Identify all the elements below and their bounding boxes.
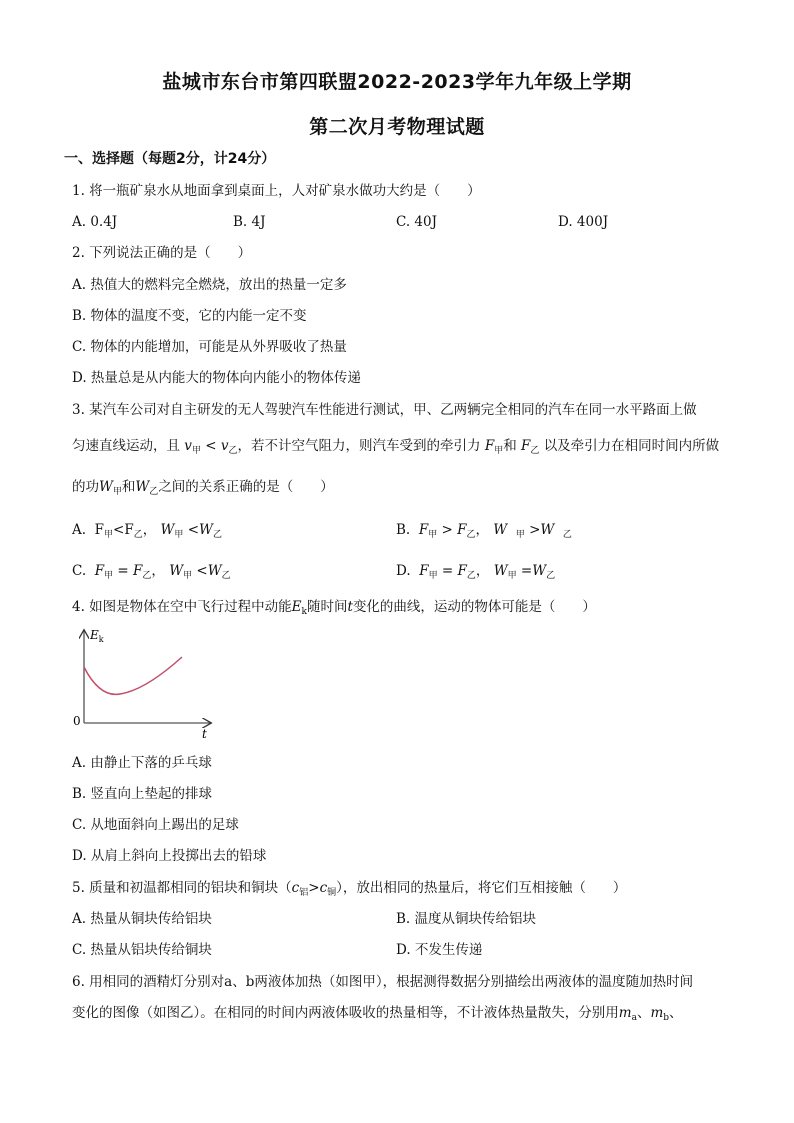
q4-option-c: C. 从地面斜向上踢出的足球 xyxy=(72,817,239,833)
q2-option-a: A. 热值大的燃料完全燃烧，放出的热量一定多 xyxy=(72,277,347,293)
y-axis-label: $E_k$ xyxy=(90,628,104,644)
q5-option-b: B. 温度从铜块传给铝块 xyxy=(396,911,537,927)
exam-title-line1: 盐城市东台市第四联盟2022-2023学年九年级上学期 xyxy=(162,71,632,93)
origin-label: 0 xyxy=(73,714,81,728)
q3-option-c: C. $F_甲 = F_乙$， $W_甲 <W_乙$ xyxy=(72,563,231,581)
q5-stem: 5. 质量和初温都相同的铝块和铜块$(c_铝>c_铜)$，放出相同的热量后，将它们互相接触（ ） xyxy=(72,880,627,898)
q2-stem: 2. 下列说法正确的是（ ） xyxy=(72,245,252,261)
x-axis-label: t xyxy=(202,727,207,740)
q1-option-d: D. 400J xyxy=(558,214,609,230)
q3-option-d: D. $F_甲 = F_乙$， $W_甲 =W_乙$ xyxy=(396,563,556,581)
q3-stem-line2: 匀速直线运动，且 $v_甲 < v_乙$，若不计空气阻力，则汽车受到的牵引力 $F_甲$和 $F_乙$ 以及牵引力在相同时间内所做 xyxy=(72,438,720,456)
q3-option-b: B. $F_甲 > F_乙$， W $_甲$ >W $_乙$ xyxy=(396,522,572,540)
q3-stem-line1: 3. 某汽车公司对自主研发的无人驾驶汽车性能进行测试，甲、乙两辆完全相同的汽车在同一水平路面上做 xyxy=(72,402,697,418)
q1-option-b: B. 4J xyxy=(233,214,266,230)
q6-stem-line2: 变化的图像（如图乙）。在相同的时间内两液体吸收的热量相等，不计液体热量散失，分别用$m_a$、$m_b$、 xyxy=(72,1005,683,1023)
q5-option-d: D. 不发生传递 xyxy=(396,942,483,958)
energy-time-graph xyxy=(70,625,220,740)
q4-stem: 4. 如图是物体在空中飞行过程中动能$E_k$随时间t变化的曲线，运动的物体可能是（ ） xyxy=(72,599,596,617)
q3-option-a: A. $F_甲<F_乙$， $W_甲 <W_乙$ xyxy=(72,522,222,540)
q2-option-d: D. 热量总是从内能大的物体向内能小的物体传递 xyxy=(72,370,361,386)
q3-stem-line3: 的功$W_甲$和$W_乙$之间的关系正确的是（ ） xyxy=(72,479,334,497)
q2-option-c: C. 物体的内能增加，可能是从外界吸收了热量 xyxy=(72,339,347,355)
section-heading: 一、选择题（每题2分，计24分） xyxy=(64,151,276,167)
exam-title-line2: 第二次月考物理试题 xyxy=(309,116,485,138)
q1-option-c: C. 40J xyxy=(396,214,438,230)
energy-curve xyxy=(84,657,182,694)
q6-stem-line1: 6. 用相同的酒精灯分别对a、b两液体加热（如图甲），根据测得数据分别描绘出两液体的温度随加热时间 xyxy=(72,974,694,990)
q1-stem: 1. 将一瓶矿泉水从地面拿到桌面上，人对矿泉水做功大约是（ ） xyxy=(72,183,481,199)
q1-option-a: A. 0.4J xyxy=(72,214,118,230)
q4-option-d: D. 从肩上斜向上投掷出去的铅球 xyxy=(72,848,267,864)
q5-option-c: C. 热量从铝块传给铜块 xyxy=(72,942,212,958)
q2-option-b: B. 物体的温度不变，它的内能一定不变 xyxy=(72,308,307,324)
q4-option-b: B. 竖直向上垫起的排球 xyxy=(72,786,213,802)
q5-option-a: A. 热量从铜块传给铝块 xyxy=(72,911,212,927)
q4-option-a: A. 由静止下落的乒乓球 xyxy=(72,755,212,771)
